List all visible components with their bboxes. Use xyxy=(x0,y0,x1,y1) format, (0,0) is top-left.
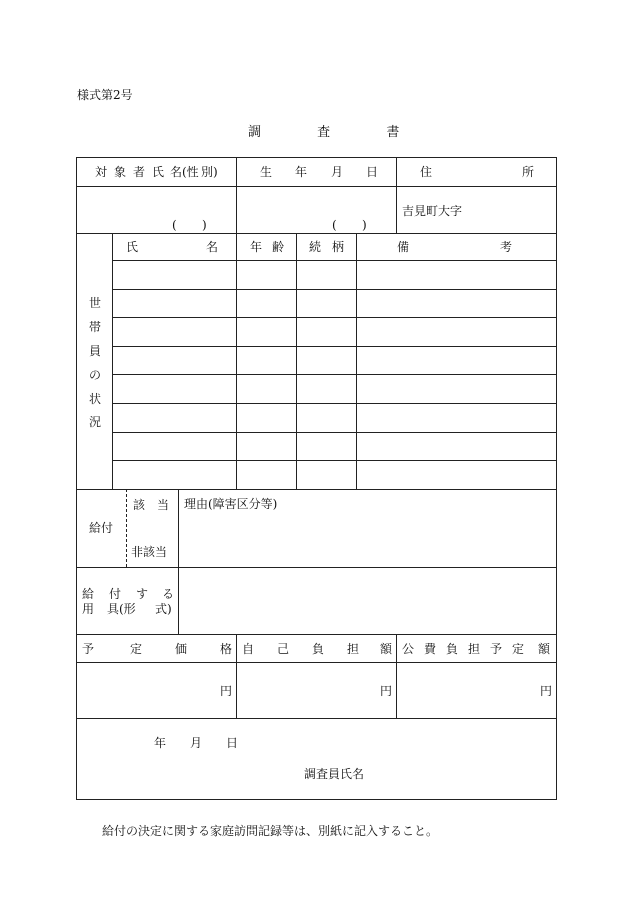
public-pay-7: 額 xyxy=(538,642,551,656)
birth-label-1: 生 xyxy=(260,165,273,179)
subject-name-label-2: 象 xyxy=(114,165,127,179)
not-applicable-label: 非該当 xyxy=(131,545,168,559)
public-pay-5: 予 xyxy=(490,642,503,656)
applicable-char-1: 該 xyxy=(133,498,146,512)
address-prefix: 吉見町大字 xyxy=(402,204,463,218)
equipment-label-7: 式) xyxy=(155,602,172,616)
reason-label: 理由(障害区分等) xyxy=(184,497,278,511)
equipment-cell[interactable] xyxy=(179,568,556,634)
public-pay-2: 費 xyxy=(424,642,437,656)
public-pay-3: 負 xyxy=(446,642,459,656)
col-name-1: 氏 xyxy=(126,240,139,254)
address-label-1: 住 xyxy=(420,165,433,179)
col-age-2: 齢 xyxy=(272,240,285,254)
equipment-label-4: る xyxy=(162,587,175,601)
public-pay-cell[interactable] xyxy=(397,663,556,718)
address-label-2: 所 xyxy=(522,165,535,179)
public-pay-6: 定 xyxy=(512,642,525,656)
subject-name-label-6: 別) xyxy=(201,165,218,179)
age-paren-close: ) xyxy=(362,218,367,232)
public-pay-yen: 円 xyxy=(540,684,553,698)
household-label-4: の xyxy=(89,368,102,382)
date-year: 年 xyxy=(154,736,167,750)
date-month: 月 xyxy=(190,736,203,750)
col-relation-1: 続 xyxy=(309,240,322,254)
planned-price-4: 格 xyxy=(220,642,233,656)
household-label-3: 員 xyxy=(89,344,102,358)
equipment-label-5: 用 xyxy=(82,602,95,616)
self-pay-yen: 円 xyxy=(380,684,393,698)
title-char-3: 書 xyxy=(386,125,400,140)
col-remarks-1: 備 xyxy=(397,240,410,254)
subject-name-cell[interactable] xyxy=(77,187,236,233)
equipment-label-3: す xyxy=(136,587,149,601)
self-pay-2: 己 xyxy=(277,642,290,656)
gender-paren-close: ) xyxy=(202,218,207,232)
birth-label-2: 年 xyxy=(295,165,308,179)
equipment-label-2: 付 xyxy=(109,587,122,601)
public-pay-1: 公 xyxy=(402,642,415,656)
gender-paren-open: ( xyxy=(172,218,177,232)
planned-price-1: 予 xyxy=(82,642,95,656)
equipment-label-1: 給 xyxy=(82,587,95,601)
date-day: 日 xyxy=(226,736,239,750)
col-relation-2: 柄 xyxy=(332,240,345,254)
investigator-signature-area[interactable] xyxy=(370,760,550,788)
birth-label-4: 日 xyxy=(366,165,379,179)
title-char-2: 査 xyxy=(317,125,331,140)
self-pay-3: 負 xyxy=(312,642,325,656)
self-pay-cell[interactable] xyxy=(237,663,396,718)
title-char-1: 調 xyxy=(248,125,262,140)
subject-name-label-5: 名(性 xyxy=(170,165,199,179)
household-label-5: 状 xyxy=(89,392,102,406)
household-label-2: 帯 xyxy=(89,320,102,334)
self-pay-1: 自 xyxy=(242,642,255,656)
subject-name-label-3: 者 xyxy=(133,165,146,179)
applicable-char-2: 当 xyxy=(157,498,170,512)
form-number: 様式第2号 xyxy=(77,88,133,102)
public-pay-4: 担 xyxy=(468,642,481,656)
planned-price-3: 価 xyxy=(175,642,188,656)
col-name-2: 名 xyxy=(206,240,219,254)
subject-name-label-1: 対 xyxy=(95,165,108,179)
equipment-label-6: 具(形 xyxy=(107,602,136,616)
subject-name-label-4: 氏 xyxy=(152,165,165,179)
col-remarks-2: 考 xyxy=(500,240,513,254)
reason-cell[interactable] xyxy=(179,490,556,567)
self-pay-4: 担 xyxy=(347,642,360,656)
planned-price-cell[interactable] xyxy=(77,663,236,718)
benefit-label: 給付 xyxy=(89,521,114,535)
investigator-label: 調査員氏名 xyxy=(304,767,365,781)
footer-note: 給付の決定に関する家庭訪問記録等は、別紙に記入すること。 xyxy=(102,824,439,838)
self-pay-5: 額 xyxy=(380,642,393,656)
household-label-6: 況 xyxy=(89,415,102,429)
age-paren-open: ( xyxy=(332,218,337,232)
col-age-1: 年 xyxy=(250,240,263,254)
planned-price-yen: 円 xyxy=(220,684,233,698)
planned-price-2: 定 xyxy=(130,642,143,656)
household-label-1: 世 xyxy=(89,296,102,310)
birth-label-3: 月 xyxy=(331,165,344,179)
birth-date-cell[interactable] xyxy=(237,187,396,233)
